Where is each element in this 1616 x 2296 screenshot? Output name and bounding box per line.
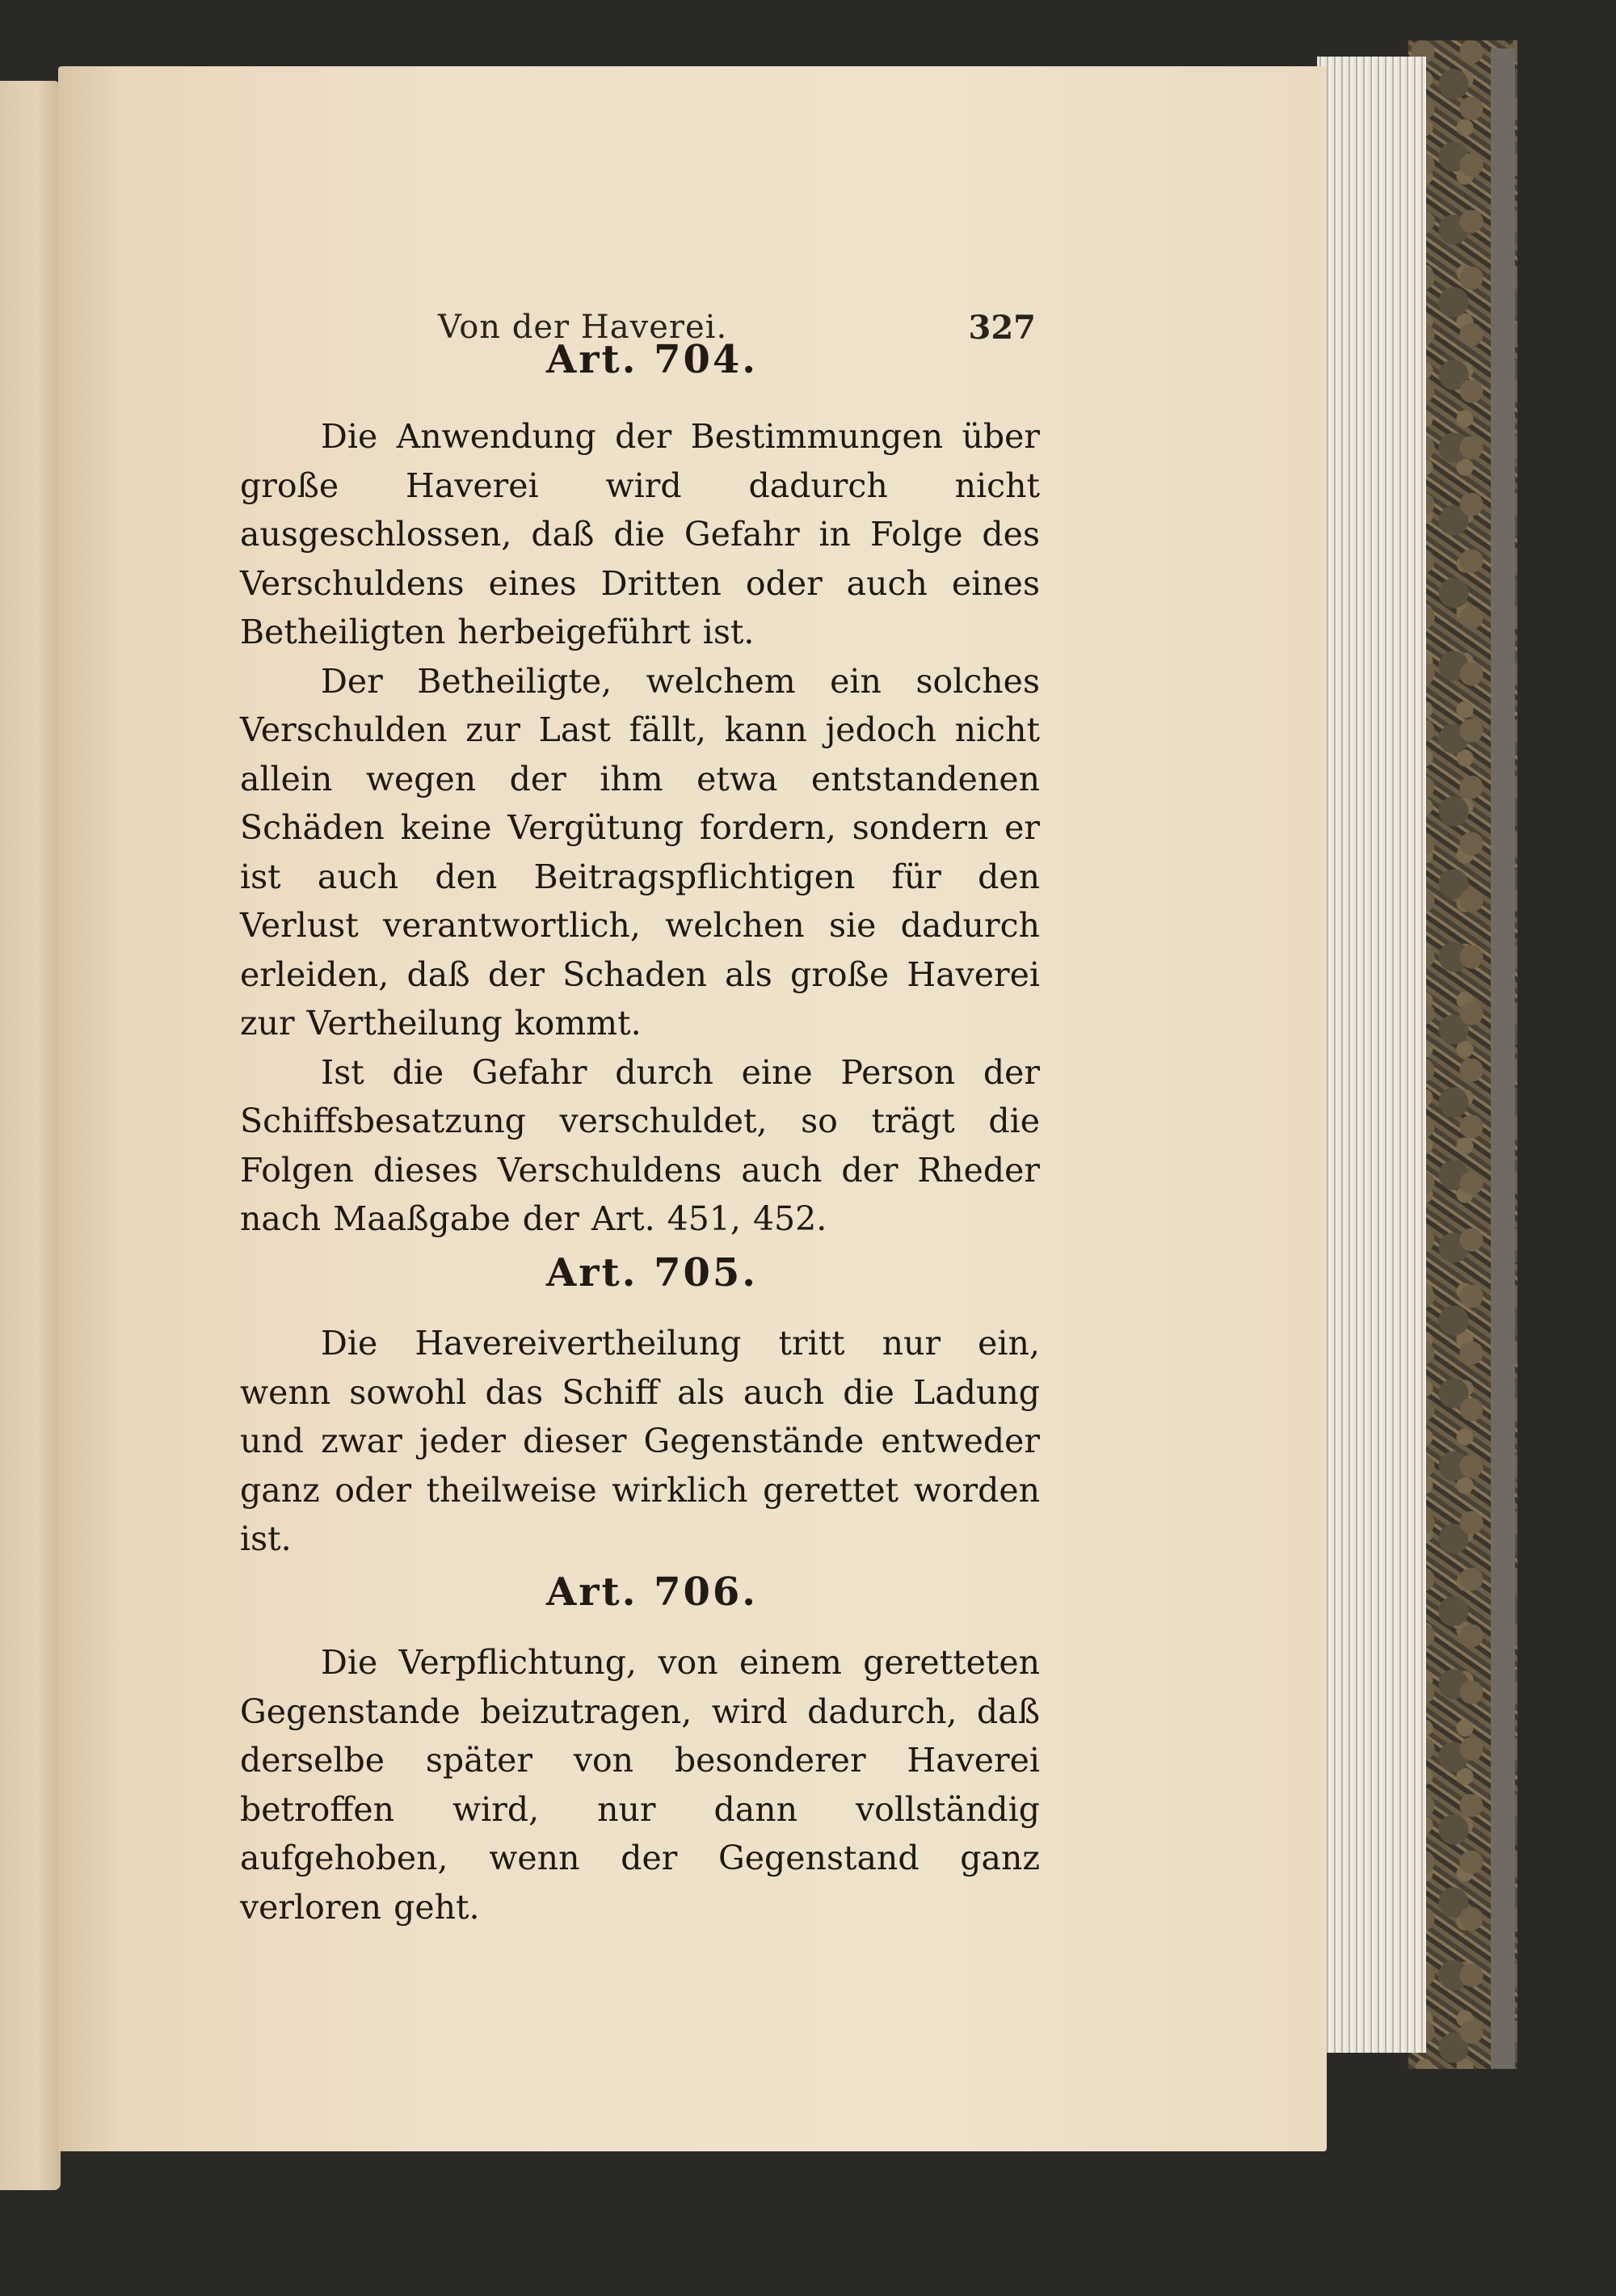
running-head-title: Von der Haverei. bbox=[438, 309, 728, 346]
page-block-edges bbox=[1317, 57, 1426, 2053]
paragraph: Ist die Gefahr durch eine Person der Schiffsbesatzung verschuldet, so trägt die Folgen dieses Verschuldens auch der Rheder nach Maaßgabe der Art. 451, 452. bbox=[240, 1052, 1040, 1238]
article-heading-706: Art. 706. bbox=[545, 1569, 759, 1615]
book-page bbox=[58, 66, 1327, 2151]
article-body-705 bbox=[240, 1319, 1040, 1564]
article-heading-705: Art. 705. bbox=[545, 1250, 759, 1295]
paragraph: Die Havereivertheilung tritt nur ein, wenn sowohl das Schiff als auch die Ladung und zwar jeder dieser Gegenstände entweder ganz oder theilweise wirklich gerettet worden ist. bbox=[240, 1324, 1040, 1558]
paragraph: Die Verpflichtung, von einem geretteten Gegenstande beizutragen, wird dadurch, daß derselbe später von besonderer Haverei betroffen wird, nur dann vollständig aufgehoben, wenn der Gegenstand ganz verloren geht. bbox=[240, 1643, 1040, 1927]
article-heading-704: Art. 704. bbox=[545, 337, 759, 382]
previous-page-edge bbox=[0, 81, 61, 2190]
page-number: 327 bbox=[968, 309, 1036, 347]
paragraph: Die Anwendung der Bestimmungen über große Haverei wird dadurch nicht ausgeschlossen, daß die Gefahr in Folge des Verschuldens eines Dritten oder auch eines Betheiligten herbeigeführt ist. bbox=[240, 417, 1040, 651]
article-body-704 bbox=[240, 412, 1040, 1244]
article-body-706 bbox=[240, 1638, 1040, 1932]
cover-spine-edge bbox=[1491, 48, 1515, 2069]
paragraph: Der Betheiligte, welchem ein solches Verschulden zur Last fällt, kann jedoch nicht allein wegen der ihm etwa entstandenen Schäden keine Vergütung fordern, sondern er ist auch den Beitragspflichtigen für den Verlust verantwortlich, welchen sie dadurch erleiden, daß der Schaden als große Haverei zur Vertheilung kommt. bbox=[240, 661, 1040, 1043]
